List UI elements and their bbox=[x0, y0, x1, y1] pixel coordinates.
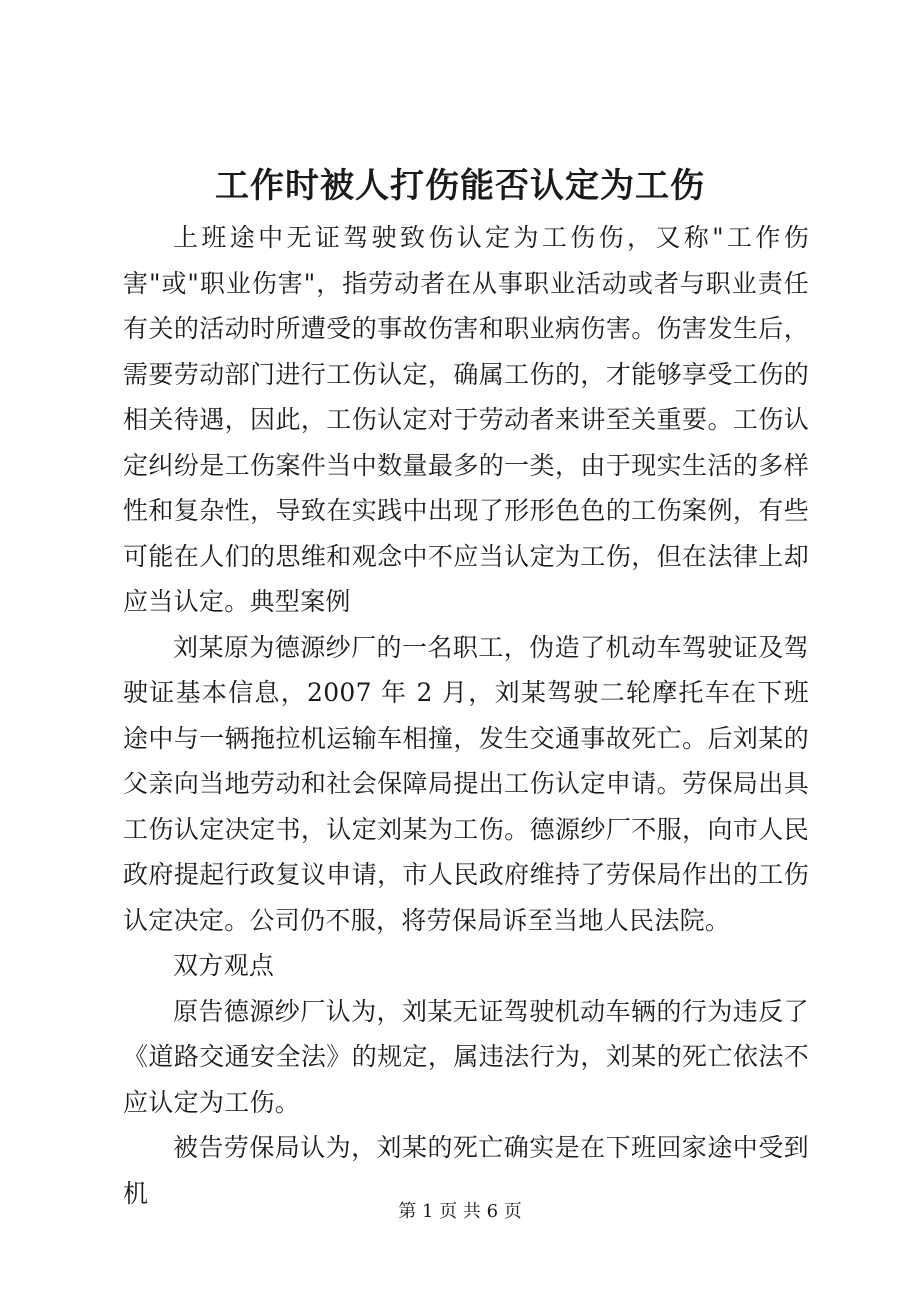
paragraph-case: 刘某原为德源纱厂的一名职工，伪造了机动车驾驶证及驾驶证基本信息，2007 年 2 月，刘某驾驶二轮摩托车在下班途中与一辆拖拉机运输车相撞，发生交通事故死亡。后刘某的父亲向当地劳动和社会保障局提出工伤认定申请。劳保局出具工伤认定决定书，认定刘某为工伤。德源纱厂不服，向市人民政府提起行政复议申请，市人民政府维持了劳保局作出的工伤认定决定。公司仍不服，将劳保局诉至当地人民法院。 bbox=[123, 632, 809, 935]
paragraph-heading-views: 双方观点 bbox=[173, 951, 275, 980]
page-number-footer: 第 1 页 共 6 页 bbox=[398, 1201, 522, 1222]
document-body bbox=[123, 215, 809, 1216]
paragraph-plaintiff: 原告德源纱厂认为，刘某无证驾驶机动车辆的行为违反了《道路交通安全法》的规定，属违法行为，刘某的死亡依法不应认定为工伤。 bbox=[123, 996, 809, 1117]
paragraph-intro: 上班途中无证驾驶致伤认定为工伤伤，又称"工作伤害"或"职业伤害"，指劳动者在从事职业活动或者与职业责任有关的活动时所遭受的事故伤害和职业病伤害。伤害发生后，需要劳动部门进行工伤认定，确属工伤的，才能够享受工伤的相关待遇，因此，工伤认定对于劳动者来讲至关重要。工伤认定纠纷是工伤案件当中数量最多的一类，由于现实生活的多样性和复杂性，导致在实践中出现了形形色色的工伤案例，有些可能在人们的思维和观念中不应当认定为工伤，但在法律上却应当认定。典型案例 bbox=[123, 223, 809, 616]
paragraph-defendant: 被告劳保局认为，刘某的死亡确实是在下班回家途中受到机 bbox=[123, 1133, 809, 1208]
document-title: 工作时被人打伤能否认定为工伤 bbox=[215, 166, 705, 206]
